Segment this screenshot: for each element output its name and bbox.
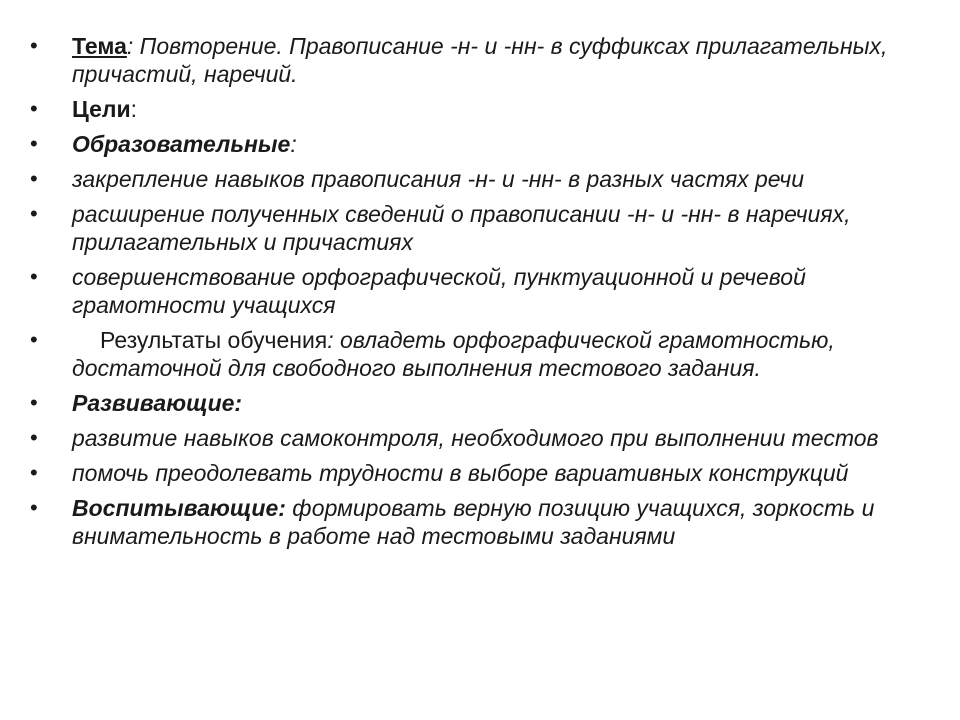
bullet-icon: •	[30, 495, 38, 520]
developmental-label: Развивающие:	[72, 390, 243, 416]
list-item	[30, 263, 935, 319]
list-item-educational-heading	[30, 130, 935, 158]
topic-colon: :	[126, 33, 134, 59]
bullet-icon: •	[30, 460, 38, 485]
list-item-developmental-heading	[30, 389, 935, 417]
educational-colon: :	[290, 131, 297, 157]
upbringing-label: Воспитывающие:	[72, 495, 286, 521]
list-item-text: закрепление навыков правописания -н- и -нн- в разных частях речи	[72, 166, 805, 192]
list-item	[30, 459, 935, 487]
list-item-goals-heading	[30, 95, 935, 123]
results-text: : овладеть орфографической грамотностью, достаточной для свободного выполнения тестового задания.	[72, 327, 835, 381]
bullet-icon: •	[30, 131, 38, 156]
bullet-icon: •	[30, 166, 38, 191]
upbringing-text: формировать верную позицию учащихся, зоркость и внимательность в работе над тестовыми заданиями	[72, 495, 875, 549]
bullet-icon: •	[30, 327, 38, 352]
list-item-text: совершенствование орфографической, пунктуационной и речевой грамотности учащихся	[72, 264, 806, 318]
results-label: Результаты обучения	[100, 327, 328, 353]
bullet-icon: •	[30, 264, 38, 289]
bullet-icon: •	[30, 390, 38, 415]
list-item-topic	[30, 32, 935, 88]
topic-text: Повторение. Правописание -н- и -нн- в суффиксах прилагательных, причастий, наречий.	[72, 33, 888, 87]
list-item-results	[30, 326, 935, 382]
bullet-icon: •	[30, 425, 38, 450]
bullet-icon: •	[30, 33, 38, 58]
list-item	[30, 200, 935, 256]
goals-list	[30, 32, 935, 557]
list-item-text: развитие навыков самоконтроля, необходимого при выполнении тестов	[72, 425, 879, 451]
list-item	[30, 165, 935, 193]
list-item-text: помочь преодолевать трудности в выборе вариативных конструкций	[72, 460, 849, 486]
topic-label: Тема	[72, 33, 127, 59]
goals-label: Цели	[72, 96, 131, 122]
bullet-icon: •	[30, 96, 38, 121]
educational-label: Образовательные	[72, 131, 291, 157]
list-item-upbringing	[30, 494, 935, 550]
list-item-text: расширение полученных сведений о правописании -н- и -нн- в наречиях, прилагательных и причастиях	[72, 201, 851, 255]
goals-colon: :	[130, 96, 138, 122]
list-item	[30, 424, 935, 452]
bullet-icon: •	[30, 201, 38, 226]
